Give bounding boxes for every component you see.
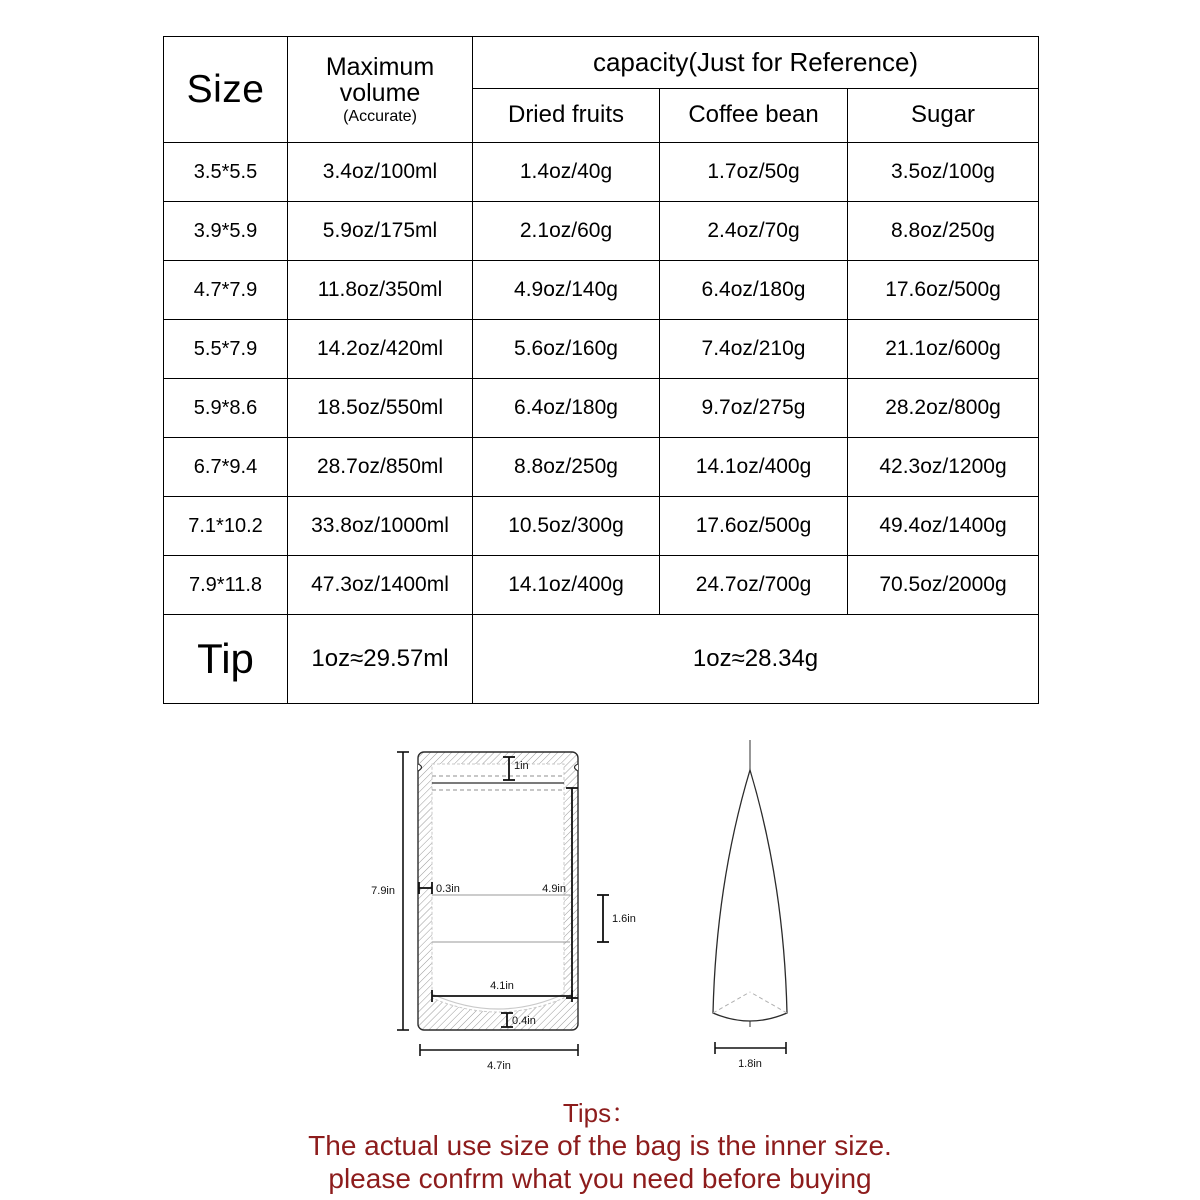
tip-weight-conversion: 1oz≈28.34g [473,615,1039,704]
table-row [164,143,1039,202]
cell-coffee-bean: 24.7oz/700g [660,556,848,615]
header-row-top [164,37,1039,89]
diagram-svg [0,730,1200,1090]
header-sugar: Sugar [848,88,1039,142]
side-view-outline [713,770,787,1021]
table-row [164,379,1039,438]
cell-size: 3.9*5.9 [164,202,288,261]
cell-coffee-bean: 1.7oz/50g [660,143,848,202]
tips-heading: Tips： [562,1098,638,1128]
table-row [164,320,1039,379]
cell-size: 5.9*8.6 [164,379,288,438]
header-capacity-group: capacity(Just for Reference) [473,37,1039,89]
table-row [164,497,1039,556]
dim-inner-width-label: 4.1in [490,980,514,992]
tip-row [164,615,1039,704]
cell-sugar: 42.3oz/1200g [848,438,1039,497]
header-maximum-volume-line1: Maximum [325,52,435,81]
header-maximum-volume-line2: volume [339,79,421,108]
cell-size: 7.1*10.2 [164,497,288,556]
dim-top-seal-label: 1in [514,760,529,772]
table-row [164,261,1039,320]
table-body [164,143,1039,615]
cell-size: 4.7*7.9 [164,261,288,320]
cell-sugar: 21.1oz/600g [848,320,1039,379]
cell-dried-fruits: 10.5oz/300g [473,497,660,556]
cell-size: 6.7*9.4 [164,438,288,497]
bag-dimension-diagram [0,730,1200,1090]
dim-bottom-seal-label: 0.4in [512,1015,536,1027]
cell-coffee-bean: 6.4oz/180g [660,261,848,320]
table-footer [164,615,1039,704]
size-capacity-table [163,36,1039,704]
dim-total-height-label: 7.9in [371,885,395,897]
tips-line-2: please confrm what you need before buying [328,1162,872,1194]
cell-max-volume: 18.5oz/550ml [288,379,473,438]
cell-dried-fruits: 14.1oz/400g [473,556,660,615]
cell-max-volume: 47.3oz/1400ml [288,556,473,615]
front-view [371,752,636,1072]
cell-max-volume: 33.8oz/1000ml [288,497,473,556]
cell-max-volume: 11.8oz/350ml [288,261,473,320]
cell-coffee-bean: 17.6oz/500g [660,497,848,556]
cell-coffee-bean: 2.4oz/70g [660,202,848,261]
cell-coffee-bean: 14.1oz/400g [660,438,848,497]
cell-sugar: 8.8oz/250g [848,202,1039,261]
tip-label: Tip [164,615,288,704]
table-row [164,438,1039,497]
cell-sugar: 28.2oz/800g [848,379,1039,438]
dim-total-height [371,752,409,1030]
tips-line-1: The actual use size of the bag is the inner size. [308,1129,892,1161]
cell-max-volume: 28.7oz/850ml [288,438,473,497]
header-coffee-bean: Coffee bean [660,88,848,142]
dim-gusset-width [715,1042,786,1070]
dim-gusset-width-label: 1.8in [738,1058,762,1070]
table-row [164,556,1039,615]
tips-section [0,1098,1200,1195]
cell-sugar: 3.5oz/100g [848,143,1039,202]
table-row [164,202,1039,261]
header-size: Size [164,37,288,143]
header-maximum-volume [288,37,473,143]
header-maximum-volume-note: (Accurate) [343,107,417,125]
cell-max-volume: 3.4oz/100ml [288,143,473,202]
cell-sugar: 70.5oz/2000g [848,556,1039,615]
dim-side-seal-label: 0.3in [436,883,460,895]
cell-dried-fruits: 2.1oz/60g [473,202,660,261]
cell-size: 7.9*11.8 [164,556,288,615]
cell-dried-fruits: 6.4oz/180g [473,379,660,438]
dim-outer-width [420,1044,578,1072]
table-header [164,37,1039,143]
dim-gusset-band [597,895,636,942]
cell-size: 5.5*7.9 [164,320,288,379]
tip-volume-conversion: 1oz≈29.57ml [288,615,473,704]
side-view [713,740,787,1070]
header-dried-fruits: Dried fruits [473,88,660,142]
dim-gusset-band-label: 1.6in [612,913,636,925]
cell-coffee-bean: 7.4oz/210g [660,320,848,379]
cell-max-volume: 14.2oz/420ml [288,320,473,379]
dim-bottom-seal [501,1013,536,1027]
cell-dried-fruits: 5.6oz/160g [473,320,660,379]
cell-sugar: 49.4oz/1400g [848,497,1039,556]
cell-dried-fruits: 8.8oz/250g [473,438,660,497]
dim-outer-width-label: 4.7in [487,1060,511,1072]
cell-dried-fruits: 1.4oz/40g [473,143,660,202]
cell-size: 3.5*5.5 [164,143,288,202]
cell-max-volume: 5.9oz/175ml [288,202,473,261]
cell-dried-fruits: 4.9oz/140g [473,261,660,320]
cell-sugar: 17.6oz/500g [848,261,1039,320]
dim-inner-height-label: 4.9in [542,883,566,895]
cell-coffee-bean: 9.7oz/275g [660,379,848,438]
